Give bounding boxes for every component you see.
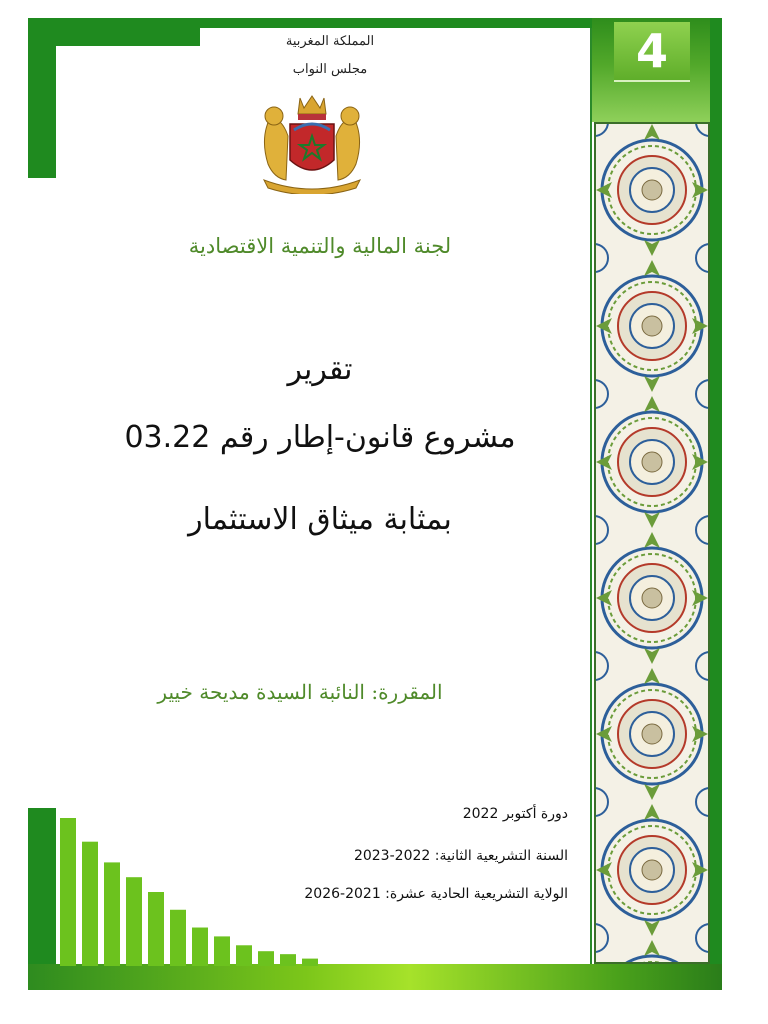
legislative-term-line: الولاية التشريعية الحادية عشرة: 2021-2026	[304, 886, 568, 902]
decor-bar	[170, 910, 186, 966]
chamber-name: مجلس النواب	[292, 62, 368, 77]
decor-bar	[104, 862, 120, 966]
volume-underline	[614, 80, 690, 82]
decor-bar	[82, 842, 98, 966]
decor-bar	[236, 945, 252, 966]
report-title-label: تقرير	[287, 352, 353, 387]
legislative-year-line: السنة التشريعية الثانية: 2022-2023	[353, 848, 568, 864]
frame-left-lower-border	[28, 808, 56, 990]
committee-name: لجنة المالية والتنمية الاقتصادية	[188, 234, 452, 258]
decor-bar	[302, 959, 318, 966]
frame-right-border	[710, 18, 722, 990]
decorative-bar-staircase	[58, 816, 338, 966]
frame-left-upper-border	[28, 18, 56, 178]
decor-bar	[280, 954, 296, 966]
decor-bar	[214, 936, 230, 966]
session-line: دورة أكتوبر 2022	[462, 806, 568, 822]
decor-bar	[126, 877, 142, 966]
volume-number: 4	[614, 22, 690, 80]
rapporteur-name: المقررة: النائبة السيدة مديحة خيير	[157, 680, 443, 704]
bill-title: مشروع قانون-إطار رقم 03.22	[124, 420, 516, 455]
decor-bar	[192, 928, 208, 966]
bill-subtitle: بمثابة ميثاق الاستثمار	[188, 502, 452, 537]
decor-bar	[60, 818, 76, 966]
country-name: المملكة المغربية	[285, 34, 375, 49]
decor-bar	[148, 892, 164, 966]
coat-of-arms-emblem	[252, 88, 372, 194]
zellige-pattern-strip	[594, 122, 710, 964]
decor-bar	[258, 951, 274, 966]
frame-bottom-gradient-band	[28, 964, 722, 990]
